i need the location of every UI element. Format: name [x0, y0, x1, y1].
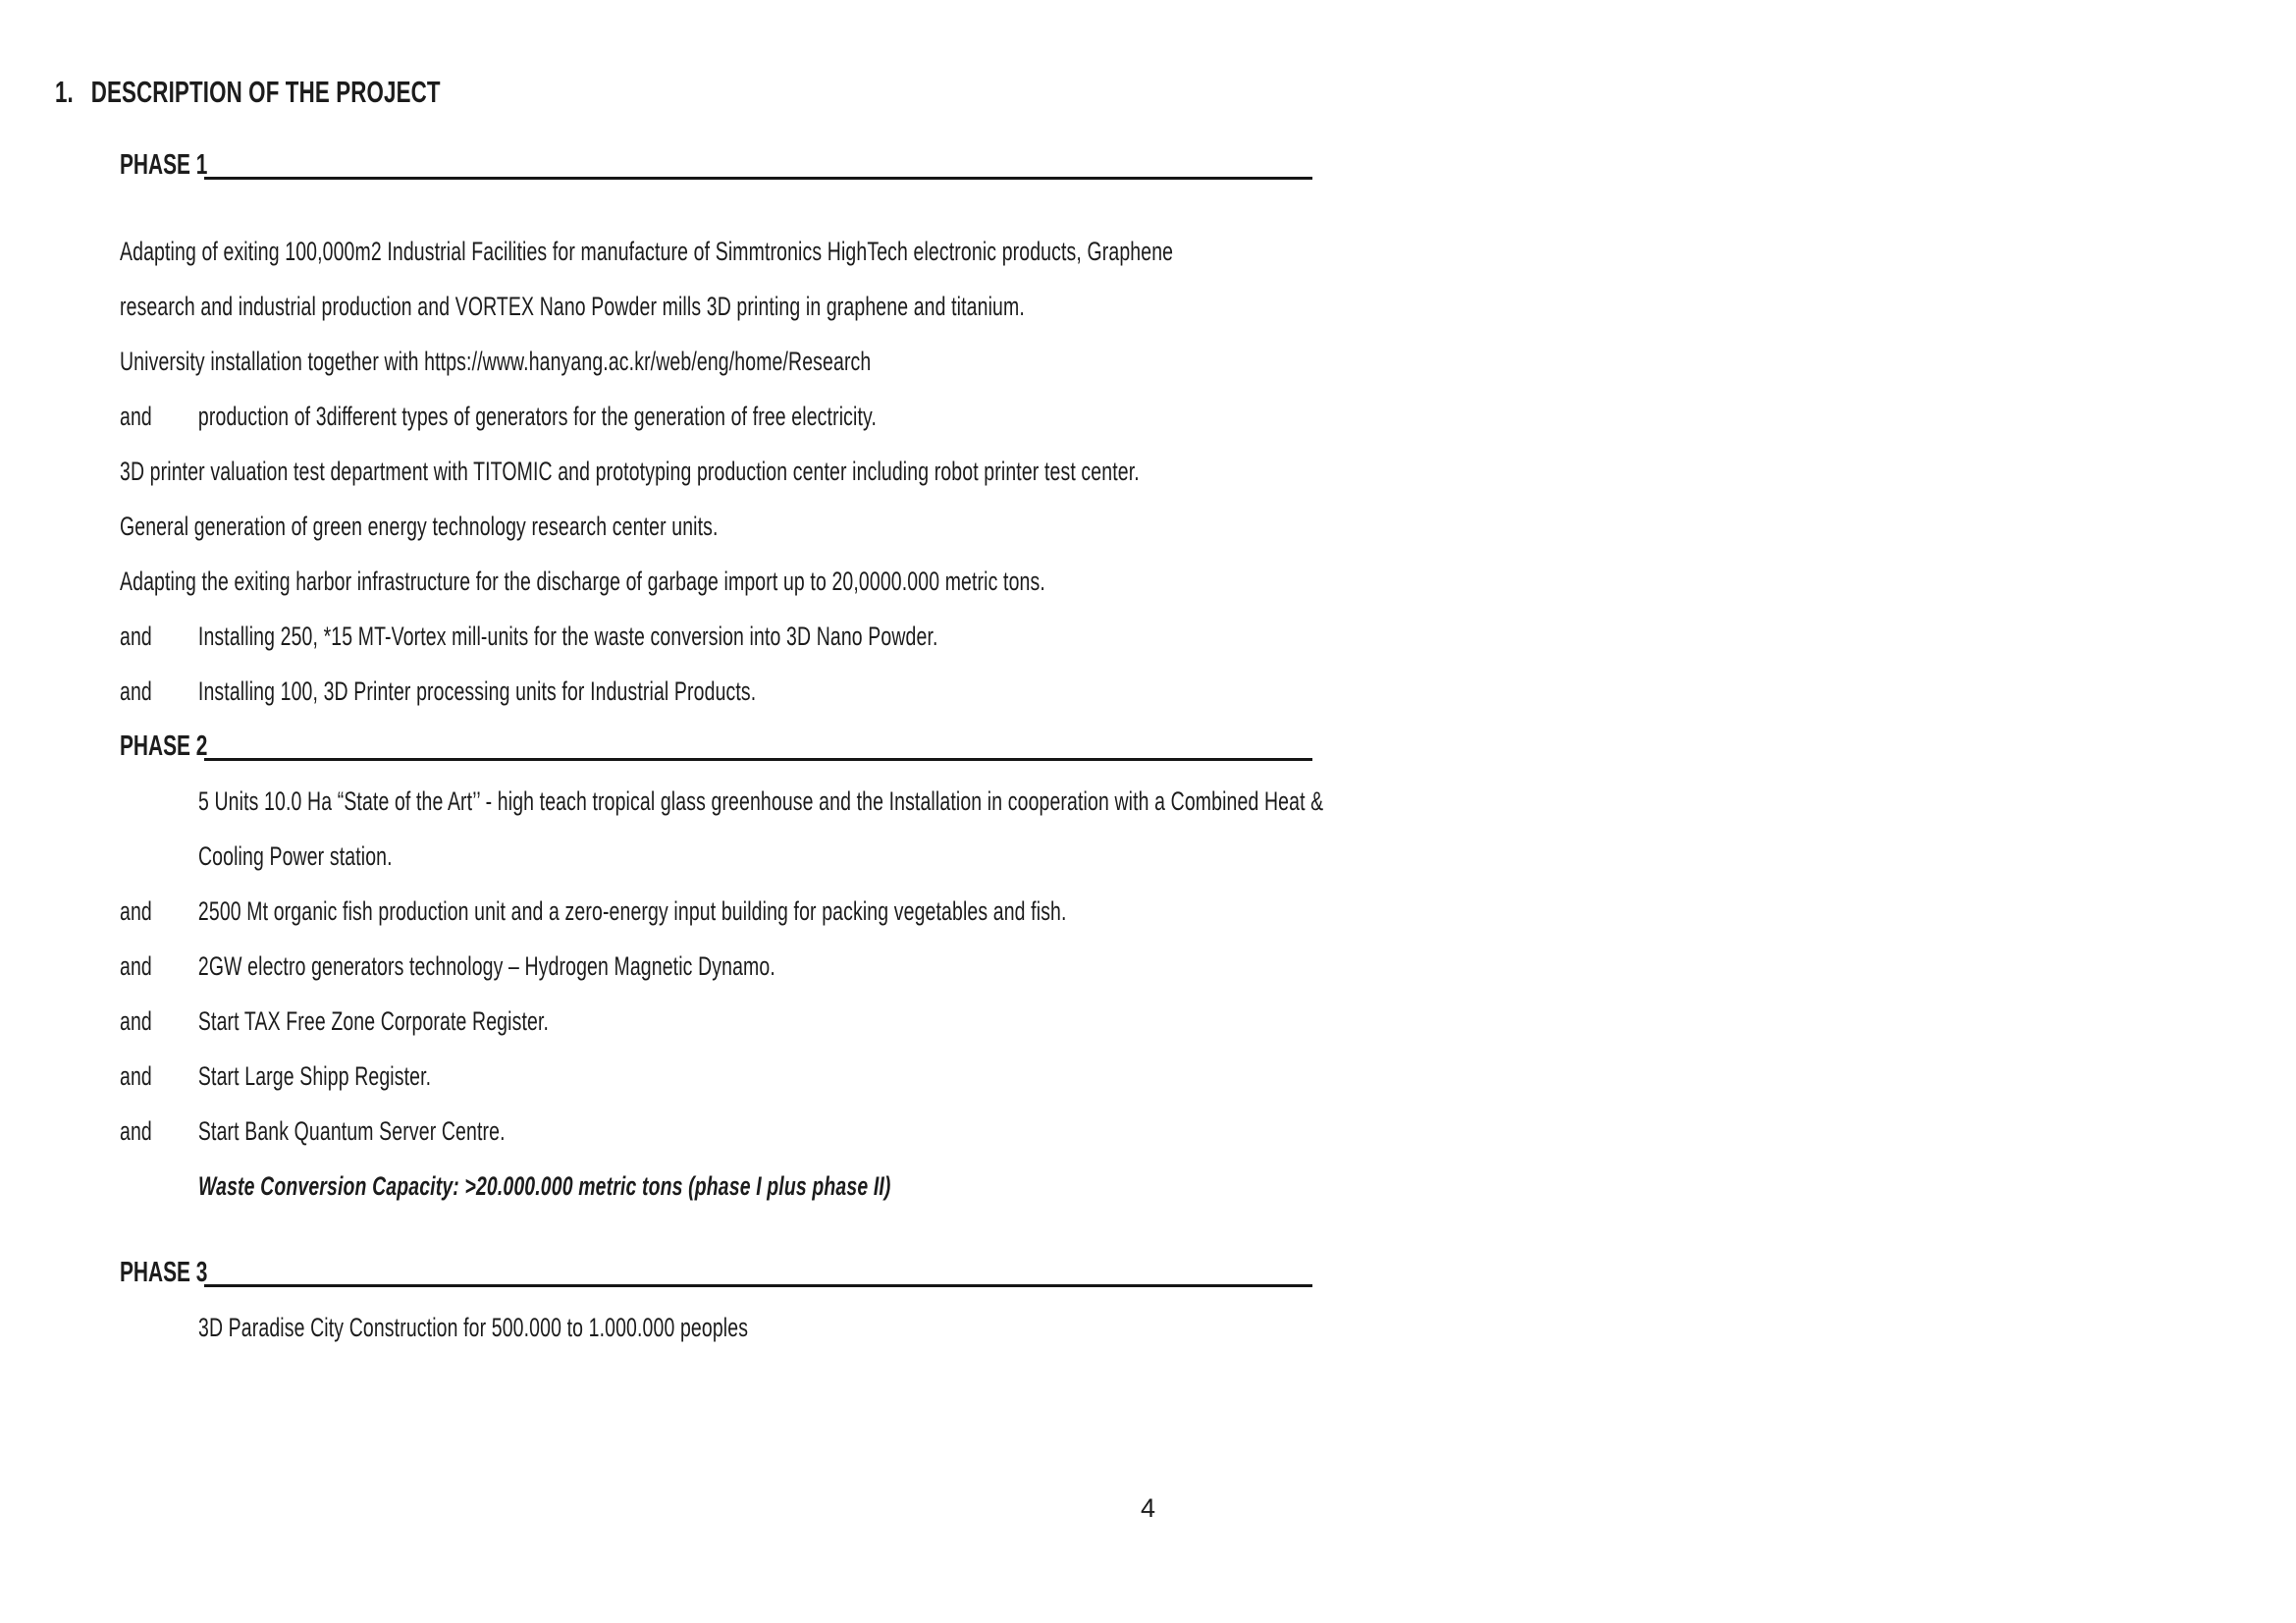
list-item-inner [120, 609, 938, 664]
paragraph-line [120, 1300, 1312, 1355]
list-item-inner [120, 664, 756, 719]
list-item-prefix: and [120, 1116, 152, 1146]
list-item-inner [120, 884, 1067, 939]
list-item-line [120, 664, 1312, 719]
list-item-prefix: and [120, 951, 152, 981]
list-item-text: Start Bank Quantum Server Centre. [197, 1116, 506, 1146]
list-item-line [120, 994, 1312, 1049]
list-item-text: Start TAX Free Zone Corporate Register. [197, 1006, 550, 1036]
list-item-text: 2500 Mt organic fish production unit and a zero-energy input building for packing vegetables and fish. [197, 896, 1067, 926]
paragraph-text: 3D printer valuation test department with TITOMIC and prototyping production center including robot printer test center. [120, 457, 1140, 486]
paragraph-spacer [120, 192, 1312, 224]
paragraph-text: 5 Units 10.0 Ha “State of the Art’’ - high teach tropical glass greenhouse and the Installation in cooperation with a Combined Heat & [198, 786, 1324, 816]
list-item-text: Installing 100, 3D Printer processing units for Industrial Products. [197, 676, 757, 706]
heading-number: 1. [55, 75, 74, 109]
list-item-prefix: and [120, 402, 152, 431]
list-item-inner [120, 1049, 431, 1104]
list-item-line [120, 1049, 1312, 1104]
heading-title: DESCRIPTION OF THE PROJECT [90, 75, 441, 109]
phase-label: PHASE 1 [120, 149, 208, 181]
list-item-prefix: and [120, 676, 152, 706]
section-heading-inner [55, 75, 441, 110]
section-heading [55, 75, 590, 110]
list-item-prefix: and [120, 896, 152, 926]
paragraph-text: University installation together with https://www.hanyang.ac.kr/web/eng/home/Research [120, 347, 872, 376]
paragraph-text: Adapting the exiting harbor infrastructure for the discharge of garbage import up to 20,0000.000 metric tons. [120, 567, 1045, 596]
list-item-line [120, 939, 1312, 994]
paragraph-line [120, 224, 1312, 279]
list-item-line [120, 884, 1312, 939]
list-item-inner [120, 939, 775, 994]
paragraph-line [120, 444, 1312, 499]
phase-label: PHASE 3 [120, 1257, 208, 1288]
list-item-line [120, 609, 1312, 664]
paragraph-text: Waste Conversion Capacity: >20.000.000 metric tons (phase I plus phase II) [198, 1171, 891, 1201]
phase-underline [204, 177, 1312, 180]
paragraph-line [120, 499, 1312, 554]
list-item-inner [120, 994, 549, 1049]
paragraph-line [120, 554, 1312, 609]
phase-underline [204, 1284, 1312, 1287]
list-item-text: Start Large Shipp Register. [197, 1061, 432, 1091]
list-item-inner [120, 389, 877, 444]
phase-heading [120, 1245, 1312, 1300]
paragraph-text: Cooling Power station. [198, 841, 393, 871]
list-item-prefix: and [120, 1006, 152, 1036]
emphasis-line [120, 1159, 1312, 1214]
paragraph-line [120, 279, 1312, 334]
phase-heading [120, 719, 1312, 774]
list-item-prefix: and [120, 1061, 152, 1091]
phase-underline [204, 758, 1312, 761]
paragraph-text: 3D Paradise City Construction for 500.000 to 1.000.000 peoples [198, 1313, 749, 1342]
list-item-text: 2GW electro generators technology – Hydrogen Magnetic Dynamo. [197, 951, 775, 981]
paragraph-line [120, 334, 1312, 389]
list-item-inner [120, 1104, 506, 1159]
paragraph-line [120, 774, 1324, 829]
list-item-text: Installing 250, *15 MT-Vortex mill-units for the waste conversion into 3D Nano Powder. [197, 622, 938, 651]
phase-label: PHASE 2 [120, 730, 208, 762]
paragraph-text: General generation of green energy technology research center units. [120, 512, 719, 541]
list-item-line [120, 1104, 1312, 1159]
paragraph-spacer [120, 1214, 1312, 1245]
paragraph-text: Adapting of exiting 100,000m2 Industrial Facilities for manufacture of Simmtronics HighTech electronic products, Graphene [120, 237, 1174, 266]
page-number: 4 [1140, 1493, 1156, 1523]
list-item-text: production of 3different types of generators for the generation of free electricity. [197, 402, 878, 431]
phase-heading [120, 137, 1312, 192]
paragraph-text: research and industrial production and VORTEX Nano Powder mills 3D printing in graphene and titanium. [120, 292, 1025, 321]
paragraph-line [120, 829, 1312, 884]
document-body [120, 137, 1324, 1355]
list-item-prefix: and [120, 622, 152, 651]
list-item-line [120, 389, 1312, 444]
